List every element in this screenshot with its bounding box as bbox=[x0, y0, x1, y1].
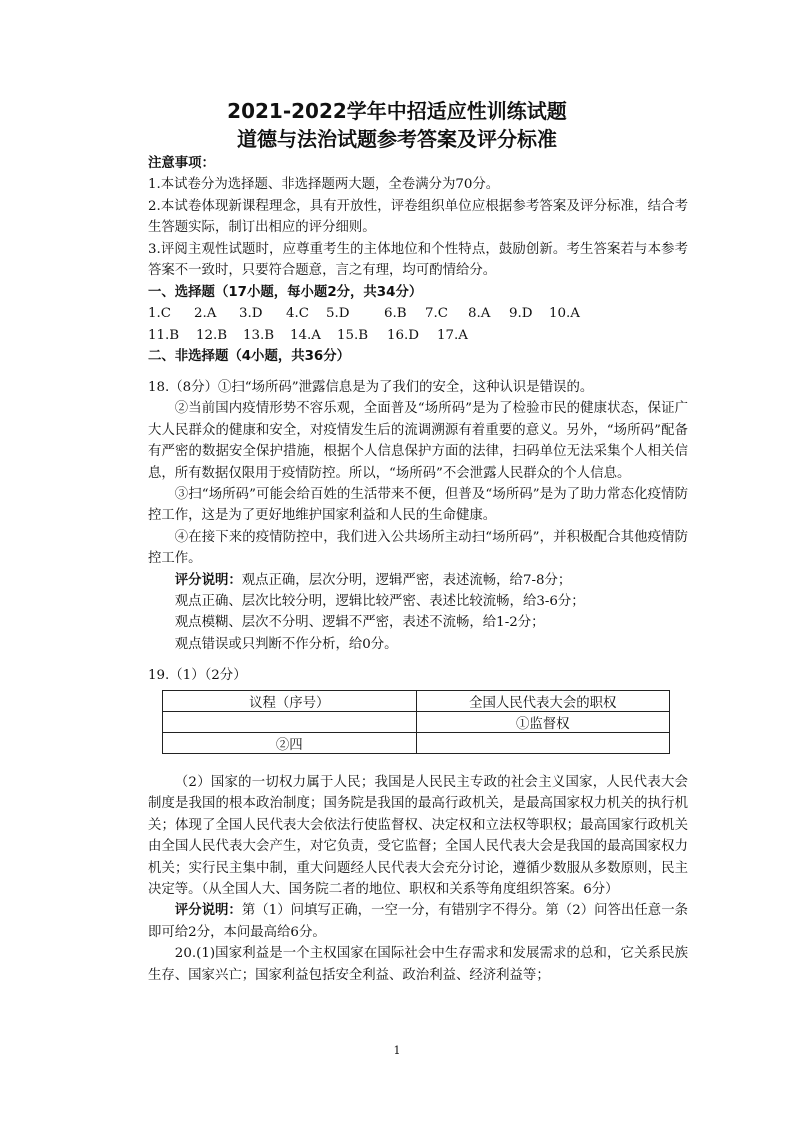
scoring-18-line: 观点正确，层次分明，逻辑严密，表述流畅，给7-8分； bbox=[241, 572, 572, 588]
section2-heading: 二、非选择题（4小题，共36分） bbox=[148, 349, 351, 364]
mc-answer: 4.C bbox=[286, 306, 310, 322]
multiple-choice-section bbox=[148, 282, 688, 346]
q18-paragraph: ③扫“场所码”可能会给百姓的生活带来不便，但普及“场所码”是为了助力常态化疫情防控工作，这是为了更好地维护国家利益和人民的生命健康。 bbox=[148, 487, 688, 524]
answer-row-1 bbox=[148, 303, 688, 324]
mc-answer: 1.C bbox=[148, 306, 172, 322]
q18-paragraph: 18.（8分）①扫“场所码”泄露信息是为了我们的安全，这种认识是错误的。 bbox=[148, 380, 594, 395]
mc-answer: 3.D bbox=[239, 306, 263, 322]
table-header-cell: 全国人民代表大会的职权 bbox=[416, 691, 670, 712]
agenda-table bbox=[162, 690, 670, 754]
answer-row-2 bbox=[148, 325, 688, 346]
mc-answer: 10.A bbox=[549, 306, 580, 322]
question-19-answer bbox=[148, 772, 688, 986]
mc-answer: 8.A bbox=[468, 306, 491, 322]
table-row bbox=[163, 712, 670, 733]
mc-answer: 14.A bbox=[290, 327, 321, 343]
scoring-19-text: 第（1）问填写正确，一空一分，有错别字不得分。第（2）问答出任意一条即可给2分，本问最高给6分。 bbox=[148, 903, 688, 940]
table-header-cell: 议程（序号） bbox=[163, 691, 417, 712]
mc-answer: 12.B bbox=[196, 327, 228, 343]
table-cell bbox=[416, 733, 670, 754]
q18-paragraph: ②当前国内疫情形势不容乐观，全面普及“场所码”是为了检验市民的健康状态，保证广大人民群众的健康和安全，对疫情发生后的流调溯源有着重要的意义。另外，“场所码”配备有严密的数据安全保护措施，根据个人信息保护方面的法律，扫码单位无法采集个人相关信息，所有数据仅限用于疫情防控。所以，“场所码”不会泄露人民群众的个人信息。 bbox=[148, 401, 688, 481]
scoring-18-line: 观点正确、层次比较分明，逻辑比较严密、表述比较流畅，给3-6分； bbox=[174, 594, 585, 610]
mc-answer: 5.D bbox=[326, 306, 350, 322]
note-item: 3.评阅主观性试题时，应尊重考生的主体地位和个性特点，鼓励创新。考生答案若与本参考答案不一致时，只要符合题意，言之有理，均可酌情给分。 bbox=[148, 241, 688, 279]
section1-heading: 一、选择题（17小题，每小题2分，共34分） bbox=[148, 285, 423, 300]
scoring-18-line: 观点模糊、层次不分明、逻辑不严密，表述不流畅，给1-2分； bbox=[174, 615, 545, 631]
table-row bbox=[163, 733, 670, 754]
mc-answer: 9.D bbox=[509, 306, 533, 322]
mc-answer: 17.A bbox=[437, 327, 468, 343]
scoring-18 bbox=[148, 570, 688, 591]
table-header-row bbox=[163, 691, 670, 712]
notes-section bbox=[148, 153, 688, 281]
mc-answer: 13.B bbox=[243, 327, 275, 343]
question-18-answer bbox=[148, 377, 688, 655]
scoring-heading: 评分说明： bbox=[174, 572, 242, 588]
note-item: 1.本试卷分为选择题、非选择题两大题，全卷满分为70分。 bbox=[148, 177, 500, 193]
note-item: 2.本试卷体现新课程理念，具有开放性，评卷组织单位应根据参考答案及评分标准，结合考生答题实际，制订出相应的评分细则。 bbox=[148, 198, 688, 236]
table-cell: ②四 bbox=[163, 733, 417, 754]
page-number: 1 bbox=[393, 1044, 401, 1057]
mc-answer: 16.D bbox=[387, 327, 420, 343]
q20-part1: 20.(1)国家利益是一个主权国家在国际社会中生存需求和发展需求的总和，它关系民族生存、国家兴亡；国家利益包括安全利益、政治利益、经济利益等； bbox=[148, 946, 688, 983]
mc-answer: 6.B bbox=[384, 306, 407, 322]
scoring-18-line: 观点错误或只判断不作分析，给0分。 bbox=[174, 636, 398, 652]
notes-heading: 注意事项： bbox=[148, 156, 215, 171]
q19-heading: 19.（1）（2分） bbox=[148, 668, 247, 683]
scoring-19 bbox=[148, 900, 688, 943]
scoring-heading: 评分说明： bbox=[174, 903, 242, 919]
mc-answer: 11.B bbox=[148, 327, 180, 343]
document-title-line2: 道德与法治试题参考答案及评分标准 bbox=[237, 127, 557, 151]
mc-answer: 15.B bbox=[337, 327, 369, 343]
table-cell bbox=[163, 712, 417, 733]
q18-paragraph: ④在接下来的疫情防控中，我们进入公共场所主动扫“场所码”，并积极配合其他疫情防控工作。 bbox=[148, 529, 688, 567]
mc-answer: 7.C bbox=[425, 306, 449, 322]
mc-answer: 2.A bbox=[194, 306, 217, 322]
q19-part2: （2）国家的一切权力属于人民；我国是人民民主专政的社会主义国家，人民代表大会制度是我国的根本政治制度；国务院是我国的最高行政机关，是最高国家权力机关的执行机关；体现了全国人民代表大会依法行使监督权、决定权和立法权等职权；最高国家行政机关由全国人民代表大会产生，对它负责，受它监督；全国人民代表大会是我国的最高国家权力机关；实行民主集中制，重大问题经人民代表大会充分讨论，遵循少数服从多数原则，民主决定等。（从全国人大、国务院二者的地位、职权和关系等角度组织答案。6分） bbox=[148, 775, 688, 898]
table-cell: ①监督权 bbox=[416, 712, 670, 733]
document-title-line1: 2021-2022学年中招适应性训练试题 bbox=[227, 99, 567, 123]
